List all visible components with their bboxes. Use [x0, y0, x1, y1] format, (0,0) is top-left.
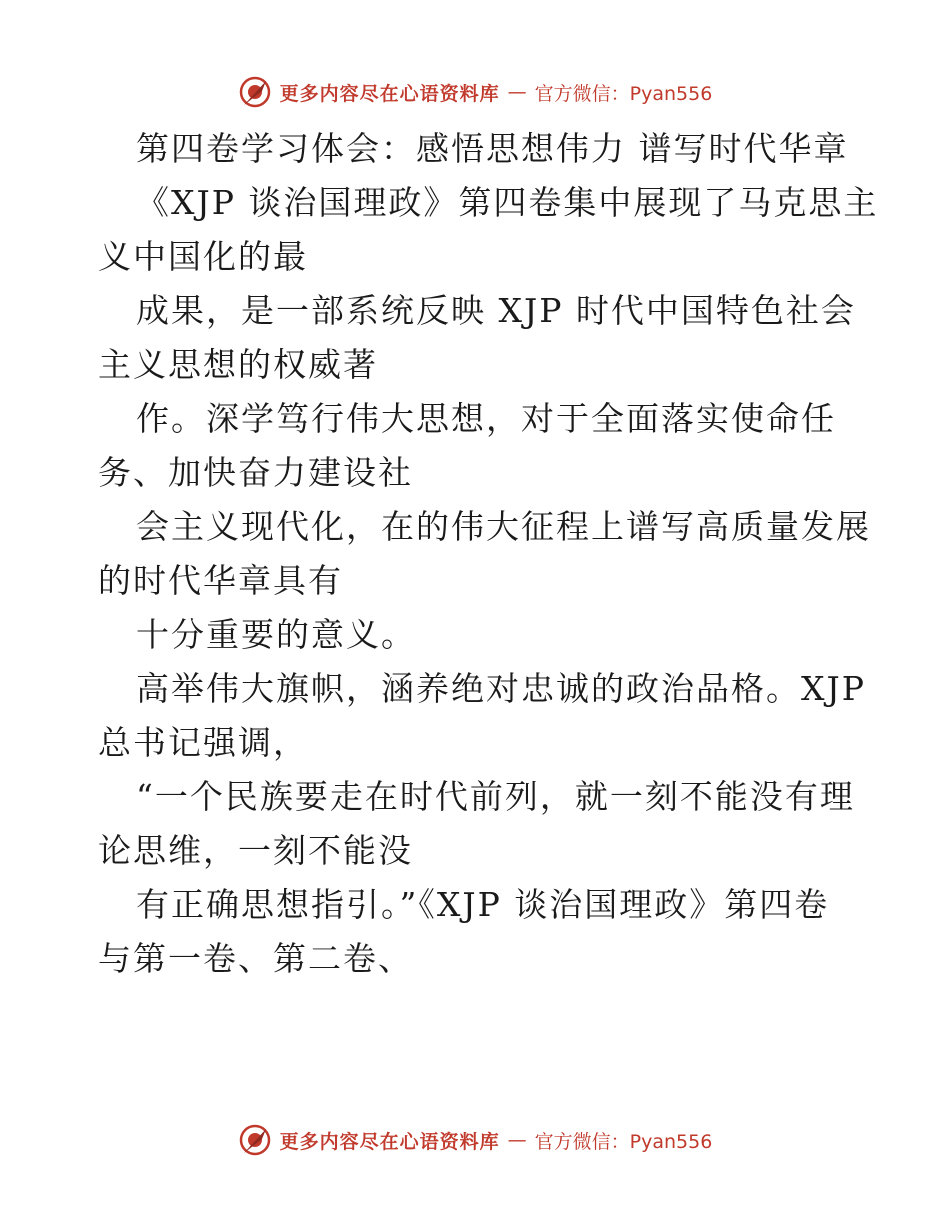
text-line: 十分重要的意义。: [136, 615, 416, 654]
text-line: 高举伟大旗帜，涵养绝对忠诚的政治品格。XJP: [136, 669, 866, 708]
text-line: 成果，是一部系统反映 XJP 时代中国特色社会: [136, 291, 856, 330]
header-watermark: [0, 72, 950, 112]
text-line: “一个民族要走在时代前列，就一刻不能没有理: [136, 777, 855, 816]
watermark-separator: —: [507, 81, 527, 103]
watermark-wechat-text: 官方微信：Pyan556: [534, 82, 713, 105]
quill-logo-icon: [238, 75, 272, 109]
quill-logo-icon: [238, 1123, 272, 1157]
text-line: 有正确思想指引。”《XJP 谈治国理政》第四卷: [136, 885, 830, 924]
text-line: 务、加快奋力建设社: [98, 453, 413, 492]
text-line: 义中国化的最: [98, 237, 308, 276]
text-line: 作。深学笃行伟大思想，对于全面落实使命任: [136, 399, 836, 438]
watermark-separator: —: [507, 1129, 527, 1151]
watermark-main-text: 更多内容尽在心语资料库: [279, 82, 500, 105]
text-line: 第四卷学习体会：感悟思想伟力 谱写时代华章: [136, 129, 849, 168]
text-line: 《XJP 谈治国理政》第四卷集中展现了马克思主: [136, 183, 879, 222]
text-line: 的时代华章具有: [98, 561, 343, 600]
watermark-wechat-text: 官方微信：Pyan556: [534, 1130, 713, 1153]
paragraph-block: [98, 122, 879, 986]
text-line: 总书记强调，: [98, 723, 308, 762]
footer-watermark: [0, 1120, 950, 1160]
text-line: 主义思想的权威著: [98, 345, 378, 384]
document-body: [98, 122, 879, 986]
text-line: 与第一卷、第二卷、: [98, 939, 413, 978]
watermark-main-text: 更多内容尽在心语资料库: [279, 1130, 500, 1153]
text-line: 论思维，一刻不能没: [98, 831, 413, 870]
text-line: 会主义现代化，在的伟大征程上谱写高质量发展: [136, 507, 871, 546]
